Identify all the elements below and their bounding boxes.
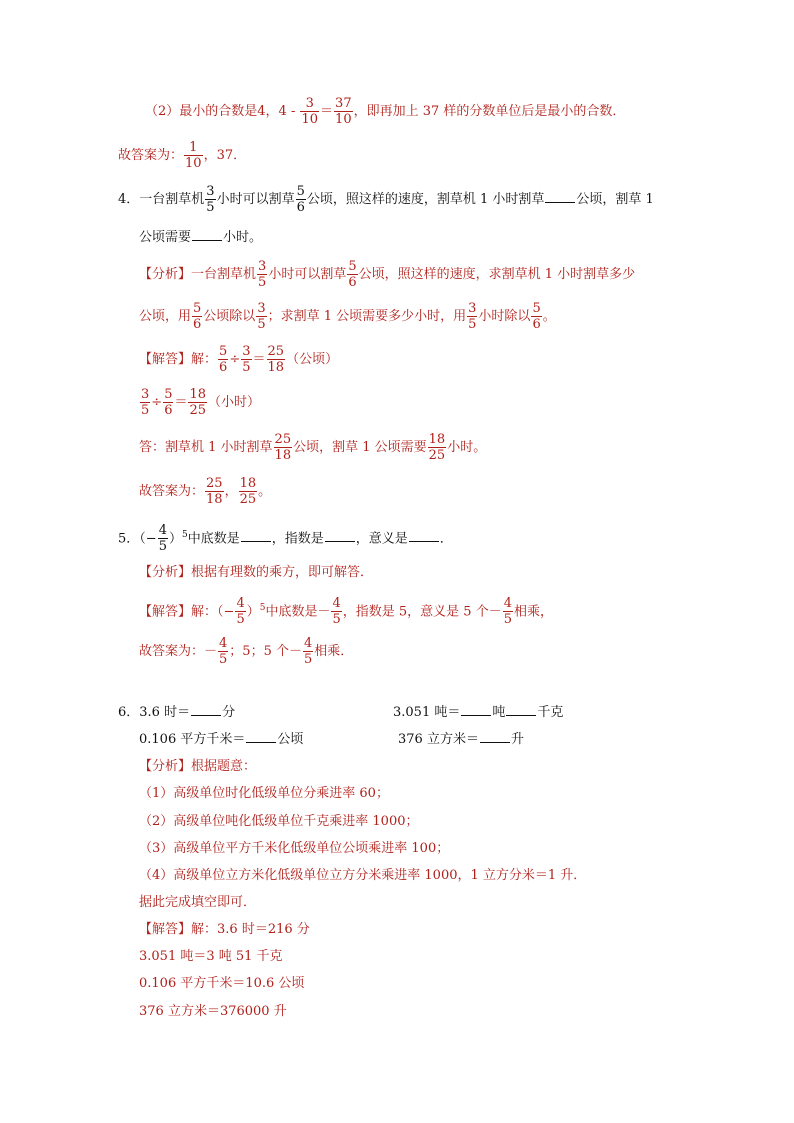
q5-final-answer-line bbox=[139, 632, 353, 672]
q5-solution-fraction-c: $\frac{4}{5}$ bbox=[503, 596, 512, 628]
q4-fraction-5-6: $\frac{5}{6}$ bbox=[296, 184, 305, 215]
q5-final-fraction-b: $\frac{4}{5}$ bbox=[303, 636, 313, 667]
q4-answer-fraction-18-25: $\frac{18}{25}$ bbox=[428, 432, 446, 463]
q6-text-1c: 3.051 吨＝ bbox=[393, 705, 461, 720]
q4-analysis-fraction-5-6c: $\frac{5}{6}$ bbox=[532, 301, 541, 332]
q4-analysis-text-1: 一台割草机 bbox=[191, 267, 257, 282]
q4-divide-sign-2: ÷ bbox=[151, 395, 163, 410]
q5-solution-tag: 【解答】 bbox=[139, 604, 192, 620]
q5-solution-fraction-a: $\frac{4}{5}$ bbox=[236, 596, 245, 628]
q4-final-sep: ， bbox=[224, 484, 238, 499]
q6-blank-3[interactable] bbox=[506, 703, 536, 716]
q4-analysis-text-4: 公顷，用 bbox=[139, 309, 192, 324]
q6-analysis-item-4-text: （4）高级单位立方米化低级单位立方分米乘进率 1000，1 立方分米＝1 升． bbox=[139, 868, 587, 883]
q6-solution-line4 bbox=[139, 992, 287, 1032]
q3-part2-text-b: ，即再加上 37 样的分数单位后是最小的合数． bbox=[353, 104, 626, 119]
q5-number: 5． bbox=[118, 531, 140, 547]
q3-answer-line bbox=[118, 136, 246, 176]
q5-exponent: 5 bbox=[182, 530, 188, 540]
q4-analysis-fraction-5-6: $\frac{5}{6}$ bbox=[348, 259, 357, 290]
q5-final-fraction-a: $\frac{4}{5}$ bbox=[219, 636, 228, 667]
q6-analysis-tag: 【分析】 bbox=[139, 759, 192, 774]
q4-analysis-text-8: 。 bbox=[542, 309, 556, 324]
q4-text-2: 小时可以割草 bbox=[216, 192, 295, 207]
q5-final-text-1: 故答案为：－ bbox=[139, 644, 218, 659]
q5-analysis-text: 根据有理数的乘方，即可解答． bbox=[191, 565, 374, 580]
q4-blank-2[interactable] bbox=[192, 228, 222, 241]
q4-divide-sign: ÷ bbox=[229, 352, 241, 367]
q6-analysis-text: 根据题意： bbox=[191, 759, 257, 774]
q4-analysis-text-6: ；求割草 1 公顷需要多少小时，用 bbox=[267, 309, 467, 324]
q4-analysis-text-2: 小时可以割草 bbox=[268, 267, 347, 282]
q5-text-4: ． bbox=[439, 531, 453, 547]
q5-blank-1[interactable] bbox=[241, 529, 271, 542]
q6-analysis-end-text: 据此完成填空即可． bbox=[139, 895, 257, 910]
q4-final-fraction-25-18: $\frac{25}{18}$ bbox=[206, 476, 223, 507]
q6-text-2b: 公顷 bbox=[277, 732, 304, 747]
q4-solution-fraction-3-5b: $\frac{3}{5}$ bbox=[141, 387, 150, 418]
q4-answer-text-2: 公顷，割草 1 公顷需要 bbox=[293, 440, 427, 455]
q4-answer-line bbox=[139, 428, 486, 468]
q4-analysis-line1 bbox=[139, 255, 635, 295]
q4-final-label: 故答案为： bbox=[139, 484, 205, 499]
q4-analysis-fraction-3-5b: $\frac{3}{5}$ bbox=[257, 301, 266, 332]
q5-text-3: ，意义是 bbox=[355, 531, 408, 547]
q5-paren-open: （ bbox=[139, 531, 146, 547]
q4-final-end: 。 bbox=[258, 484, 272, 499]
q5-analysis-tag: 【分析】 bbox=[139, 565, 192, 580]
q6-solution-text-2: 3.051 吨＝3 吨 51 千克 bbox=[139, 949, 283, 964]
q6-text-1d: 吨 bbox=[492, 705, 506, 720]
q5-solution-text-1: 解：（ bbox=[191, 604, 224, 620]
q4-solution-fraction-3-5: $\frac{3}{5}$ bbox=[242, 344, 251, 375]
q4-solution-line1 bbox=[139, 340, 338, 380]
q5-fraction-4-5: $\frac{4}{5}$ bbox=[158, 523, 167, 555]
q4-unit-hectare: （公顷） bbox=[286, 352, 339, 367]
q4-fraction-3-5: $\frac{3}{5}$ bbox=[206, 184, 215, 215]
q4-text-4: 公顷，割草 1 bbox=[576, 192, 654, 207]
q6-blank-2[interactable] bbox=[461, 703, 491, 716]
q4-analysis-tag: 【分析】 bbox=[139, 267, 192, 282]
q4-text-3: 公顷，照这样的速度，割草机 1 小时割草 bbox=[306, 192, 545, 207]
q6-blank-4[interactable] bbox=[246, 730, 276, 743]
q6-question-line2-right bbox=[398, 720, 524, 760]
q5-solution-text-3: ，指数是 5，意义是 5 个－ bbox=[342, 604, 502, 620]
q4-analysis-text-5: 公顷除以 bbox=[203, 309, 256, 324]
q5-final-text-3: 相乘． bbox=[314, 644, 354, 659]
q4-final-fraction-18-25: $\frac{18}{25}$ bbox=[239, 476, 257, 507]
q5-text-2: ，指数是 bbox=[271, 531, 324, 547]
q4-question-line1 bbox=[118, 180, 654, 220]
q6-text-2d: 升 bbox=[510, 732, 524, 747]
q4-answer-text-1: 答：割草机 1 小时割草 bbox=[139, 440, 273, 455]
q4-solution-text-1: 解： bbox=[191, 352, 218, 367]
q5-solution-minus: − bbox=[223, 604, 235, 620]
q4-analysis-fraction-5-6b: $\frac{5}{6}$ bbox=[193, 301, 202, 332]
q4-answer-text-3: 小时。 bbox=[447, 440, 487, 455]
q3-part2-line bbox=[145, 92, 625, 132]
q4-question-line2 bbox=[139, 218, 262, 258]
q4-analysis-line2 bbox=[139, 297, 556, 337]
q4-equals: ＝ bbox=[252, 352, 266, 367]
q6-analysis-item-2-text: （2）高级单位吨化低级单位千克乘进率 1000； bbox=[139, 814, 419, 829]
q3-fraction-37-10: $\frac{37}{10}$ bbox=[335, 96, 352, 127]
q5-blank-2[interactable] bbox=[325, 529, 355, 542]
q6-text-2c: 376 立方米＝ bbox=[398, 732, 479, 747]
q5-paren-close: ） bbox=[168, 531, 182, 547]
q4-blank-1[interactable] bbox=[545, 190, 575, 203]
q6-blank-1[interactable] bbox=[191, 703, 221, 716]
q4-result-fraction-25-18: $\frac{25}{18}$ bbox=[267, 344, 285, 375]
q4-number: 4． bbox=[118, 192, 140, 207]
q4-solution-line2 bbox=[139, 383, 260, 423]
q3-answer-label: 故答案为： bbox=[118, 148, 184, 163]
q4-result-fraction-18-25: $\frac{18}{25}$ bbox=[189, 387, 207, 418]
q3-part2-text-a: （2）最小的合数是4，4 - bbox=[145, 104, 300, 119]
q4-answer-fraction-25-18: $\frac{25}{18}$ bbox=[274, 432, 292, 463]
q6-solution-text-4: 376 立方米＝376000 升 bbox=[139, 1004, 287, 1019]
q6-blank-5[interactable] bbox=[480, 730, 510, 743]
q4-analysis-fraction-3-5c: $\frac{3}{5}$ bbox=[468, 301, 477, 332]
q4-analysis-text-7: 小时除以 bbox=[478, 309, 531, 324]
q5-analysis-line bbox=[139, 553, 373, 593]
q3-answer-rest: ，37． bbox=[203, 148, 247, 163]
q5-solution-text-4: 相乘， bbox=[514, 604, 554, 620]
q4-solution-tag: 【解答】 bbox=[139, 352, 192, 367]
q6-text-1a: 3.6 时＝ bbox=[139, 705, 191, 720]
q6-number: 6． bbox=[118, 705, 140, 720]
q5-solution-fraction-b: $\frac{4}{5}$ bbox=[332, 596, 341, 628]
q4-analysis-fraction-3-5: $\frac{3}{5}$ bbox=[258, 259, 267, 290]
q4-text-5: 公顷需要 bbox=[139, 230, 192, 245]
q5-text-1: 中底数是 bbox=[187, 531, 240, 547]
q6-analysis-item-1-text: （1）高级单位时化低级单位分乘进率 60； bbox=[139, 786, 389, 801]
q5-solution-line bbox=[139, 588, 553, 628]
q4-solution-fraction-5-6: $\frac{5}{6}$ bbox=[219, 344, 228, 375]
q5-final-text-2: ；5；5 个－ bbox=[229, 644, 302, 659]
q6-text-2a: 0.106 平方千米＝ bbox=[139, 732, 246, 747]
q5-solution-text-2: 中底数是－ bbox=[265, 604, 331, 620]
q4-final-answer-line bbox=[139, 472, 271, 512]
q6-text-1b: 分 bbox=[222, 705, 236, 720]
q6-text-1e: 千克 bbox=[537, 705, 564, 720]
q6-analysis-item-3-text: （3）高级单位平方千米化低级单位公顷乘进率 100； bbox=[139, 841, 450, 856]
q3-equals: ＝ bbox=[320, 104, 334, 119]
q5-solution-paren-close: ） bbox=[246, 604, 260, 620]
q4-solution-fraction-5-6b: $\frac{5}{6}$ bbox=[164, 387, 173, 418]
q5-blank-3[interactable] bbox=[409, 529, 439, 542]
q5-solution-exponent: 5 bbox=[259, 603, 266, 613]
q6-solution-text-3: 0.106 平方千米＝10.6 公顷 bbox=[139, 976, 305, 991]
q4-unit-hour: （小时） bbox=[208, 395, 261, 410]
q6-solution-tag: 【解答】 bbox=[139, 922, 192, 937]
q4-text-1: 一台割草机 bbox=[139, 192, 205, 207]
q4-text-6: 小时。 bbox=[223, 230, 263, 245]
q6-solution-text-1: 解：3.6 时＝216 分 bbox=[191, 922, 310, 937]
q3-answer-fraction: $\frac{1}{10}$ bbox=[185, 140, 202, 171]
q4-analysis-text-3: 公顷，照这样的速度，求割草机 1 小时割草多少 bbox=[358, 267, 636, 282]
q5-question-line bbox=[118, 515, 453, 555]
q4-equals-2: ＝ bbox=[174, 395, 188, 410]
q3-fraction-3-10: $\frac{3}{10}$ bbox=[301, 96, 319, 127]
q5-minus: − bbox=[145, 531, 157, 547]
